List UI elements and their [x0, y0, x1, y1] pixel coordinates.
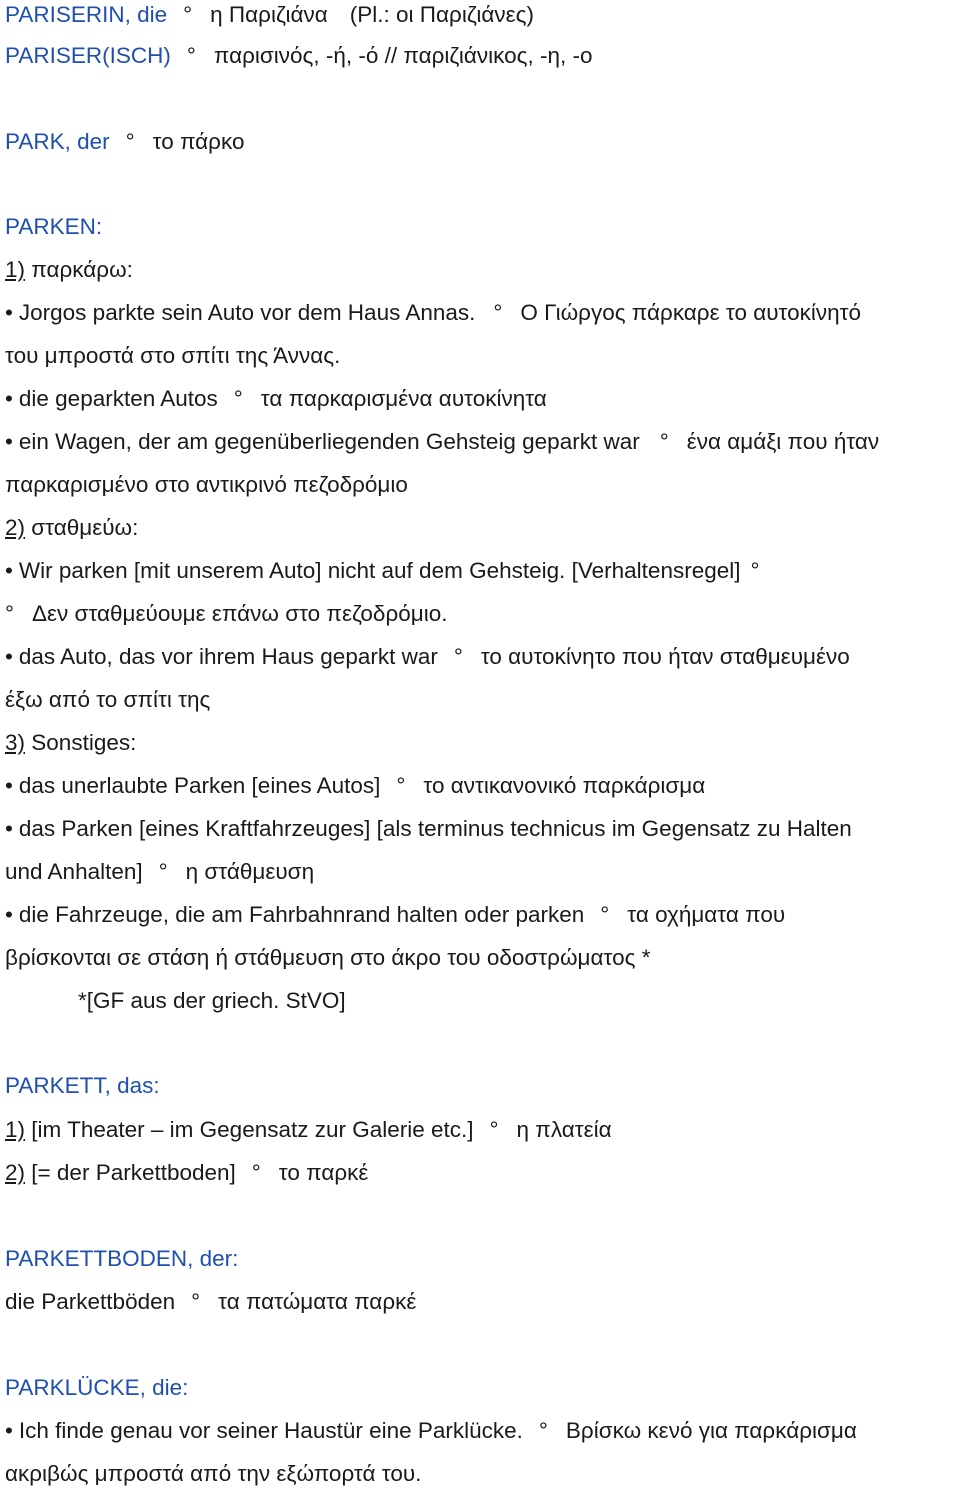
sense-number: 1) — [5, 257, 26, 282]
example — [5, 814, 852, 844]
example — [5, 900, 785, 930]
example-gr: Ο Γιώργος πάρκαρε το αυτοκίνητό — [520, 300, 862, 325]
sense-label: παρκάρω: — [31, 257, 133, 282]
example-gr: τα παρκαρισμένα αυτοκίνητα — [260, 386, 547, 411]
example-de: die geparkten Autos — [18, 386, 218, 411]
example-gr: Βρίσκω κενό για παρκάρισμα — [565, 1418, 857, 1443]
example — [5, 298, 861, 328]
degree-mark: ° — [493, 300, 503, 325]
example-continuation: του μπροστά στο σπίτι της Άννας. — [5, 343, 341, 368]
example-de: die Fahrzeuge, die am Fahrbahnrand halten oder parken — [18, 902, 585, 927]
example-continuation — [5, 857, 314, 887]
degree-mark: ° — [186, 43, 196, 68]
sense-heading — [5, 255, 133, 285]
bullet: • — [5, 300, 13, 325]
example-gr: Δεν σταθμεύουμε επάνω στο πεζοδρόμιο. — [32, 601, 448, 626]
degree-mark: ° — [5, 601, 14, 626]
bullet: • — [5, 558, 13, 583]
bullet: • — [5, 816, 13, 841]
example-gr: η στάθμευση — [185, 859, 315, 884]
sense-number: 2) — [5, 515, 26, 540]
example-de: Jorgos parkte sein Auto vor dem Haus Annas. — [18, 300, 476, 325]
degree-mark: ° — [396, 773, 406, 798]
sense-text: [= der Parkettboden] — [31, 1160, 236, 1185]
bullet: • — [5, 773, 13, 798]
degree-mark: ° — [183, 2, 193, 27]
sense-heading — [5, 513, 138, 543]
example — [5, 642, 850, 672]
example-continuation — [5, 599, 447, 629]
example-gr: ένα αμάξι που ήταν — [686, 429, 880, 454]
degree-mark: ° — [659, 429, 669, 454]
example — [5, 1287, 416, 1317]
example-de: Ich finde genau vor seiner Haustür eine Parklücke. — [18, 1418, 523, 1443]
example-de: die Parkettböden — [5, 1289, 176, 1314]
plural-note: (Pl.: οι Παριζιάνες) — [349, 2, 534, 27]
translation: η πλατεία — [516, 1117, 612, 1142]
sense-number: 1) — [5, 1117, 26, 1142]
headword-parkettboden: PARKETTBODEN, der: — [5, 1246, 239, 1271]
headword-parkluecke: PARKLÜCKE, die: — [5, 1375, 189, 1400]
example — [5, 384, 547, 414]
example — [5, 771, 705, 801]
entry-pariser — [5, 41, 593, 71]
example-gr: τα πατώματα παρκέ — [218, 1289, 417, 1314]
example-de: Wir parken [mit unserem Auto] nicht auf dem Gehsteig. [Verhaltensregel] — [18, 558, 741, 583]
translation: το πάρκο — [152, 129, 245, 154]
sense-number: 3) — [5, 730, 26, 755]
bullet: • — [5, 644, 13, 669]
degree-mark: ° — [538, 1418, 548, 1443]
degree-mark: ° — [125, 129, 135, 154]
example-de: das Parken [eines Kraftfahrzeuges] [als terminus technicus im Gegensatz zu Halten — [18, 816, 852, 841]
example-de: und Anhalten] — [5, 859, 143, 884]
bullet: • — [5, 429, 13, 454]
headword-park: PARK, der — [5, 129, 110, 154]
headword-pariser: PARISER(ISCH) — [5, 43, 171, 68]
example-de: das Auto, das vor ihrem Haus geparkt war — [18, 644, 438, 669]
example-gr: το αυτοκίνητο που ήταν σταθμευμένο — [480, 644, 850, 669]
footnote: *[GF aus der griech. StVO] — [78, 988, 346, 1013]
degree-mark: ° — [750, 558, 760, 583]
degree-mark: ° — [453, 644, 463, 669]
sense-heading — [5, 728, 136, 758]
example — [5, 556, 760, 586]
entry-pariserin — [5, 0, 534, 30]
sense-text: [im Theater – im Gegensatz zur Galerie etc.] — [31, 1117, 474, 1142]
example-gr: το αντικανονικό παρκάρισμα — [423, 773, 706, 798]
bullet: • — [5, 1418, 13, 1443]
example-continuation: βρίσκονται σε στάση ή στάθμευση στο άκρο του οδοστρώματος * — [5, 945, 651, 970]
entry-park — [5, 127, 244, 157]
example — [5, 427, 879, 457]
headword-parkett: PARKETT, das: — [5, 1073, 160, 1098]
example-gr: τα οχήματα που — [627, 902, 786, 927]
sense-line — [5, 1158, 368, 1188]
degree-mark: ° — [489, 1117, 499, 1142]
example-continuation: παρκαρισμένο στο αντικρινό πεζοδρόμιο — [5, 472, 408, 497]
example-de: ein Wagen, der am gegenüberliegenden Gehsteig geparkt war — [18, 429, 640, 454]
degree-mark: ° — [600, 902, 610, 927]
translation: η Παριζιάνα — [210, 2, 328, 27]
degree-mark: ° — [158, 859, 168, 884]
sense-number: 2) — [5, 1160, 26, 1185]
example — [5, 1416, 857, 1446]
example-continuation: έξω από το σπίτι της — [5, 687, 211, 712]
example-de: das unerlaubte Parken [eines Autos] — [18, 773, 381, 798]
sense-label: σταθμεύω: — [31, 515, 139, 540]
translation: το παρκέ — [278, 1160, 369, 1185]
degree-mark: ° — [251, 1160, 261, 1185]
sense-label: Sonstiges: — [31, 730, 137, 755]
bullet: • — [5, 386, 13, 411]
headword-pariserin: PARISERIN, die — [5, 2, 168, 27]
headword-parken: PARKEN: — [5, 214, 103, 239]
translation: παρισινός, -ή, -ό // παριζιάνικος, -η, -ο — [213, 43, 593, 68]
degree-mark: ° — [191, 1289, 201, 1314]
example-continuation: ακριβώς μπροστά από την εξώπορτά του. — [5, 1461, 422, 1486]
bullet: • — [5, 902, 13, 927]
degree-mark: ° — [233, 386, 243, 411]
sense-line — [5, 1115, 612, 1145]
